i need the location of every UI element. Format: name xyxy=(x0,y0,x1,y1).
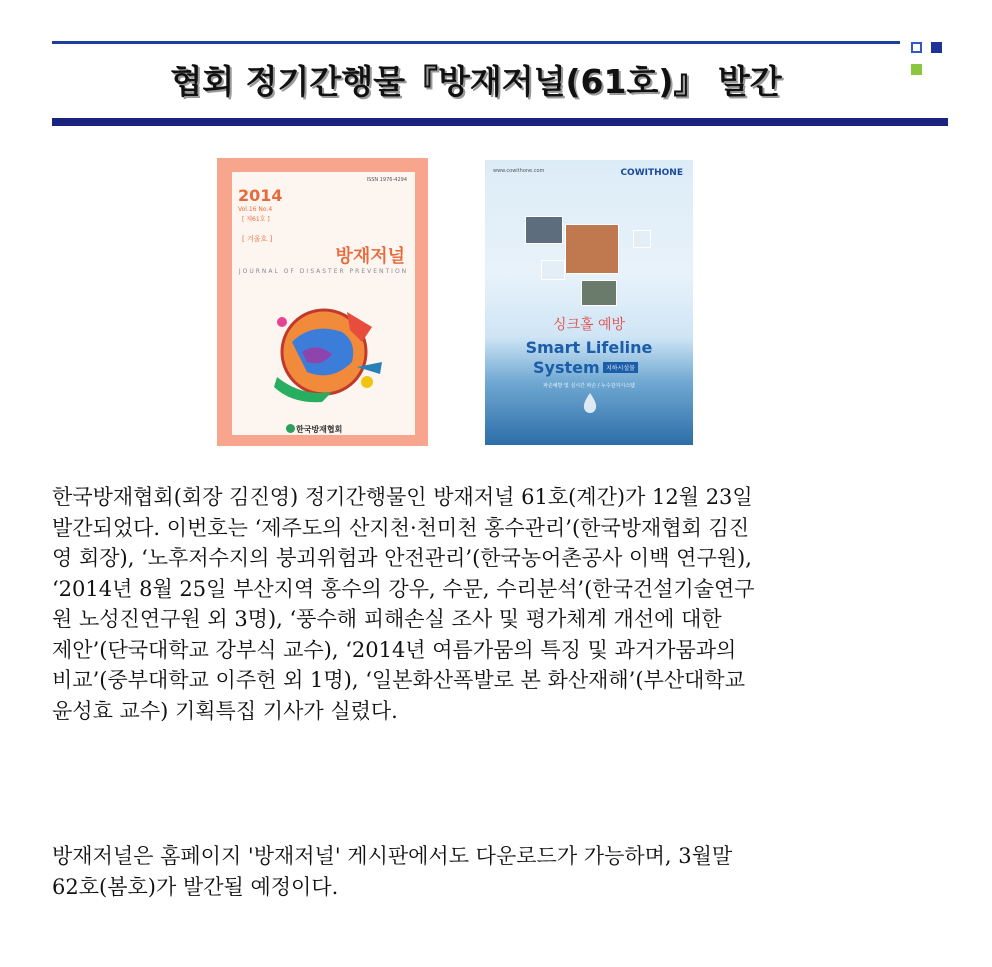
paragraph-line: 발간되었다. 이번호는 ‘제주도의 산지천·천미천 홍수관리’(한국방재협회 김진 xyxy=(52,515,750,540)
water-drop-icon xyxy=(581,392,599,414)
ad-photo-3 xyxy=(581,280,617,306)
cover-journal-subtitle: JOURNAL OF DISASTER PREVENTION xyxy=(238,268,409,275)
paragraph-line: 비교’(중부대학교 이주헌 외 1명), ‘일본화산폭발로 본 화산재해’(부산대학교 xyxy=(52,668,745,692)
cover-organization: 한국방재협회 xyxy=(296,425,343,434)
cover-issue-number: [ 제61호 ] xyxy=(242,216,270,223)
paragraph-line: 62호(봄호)가 발간될 예정이다. xyxy=(52,874,339,899)
article-paragraph-2 xyxy=(52,841,948,902)
journal-cover-image xyxy=(217,158,428,446)
cover-journal-name: 방재저널 xyxy=(335,246,405,267)
ad-photo-2 xyxy=(565,224,619,274)
article-paragraph-1 xyxy=(52,482,948,726)
cover-season: [ 겨울호 ] xyxy=(242,235,273,243)
ad-photo-tile-2 xyxy=(541,260,565,280)
paragraph-line: 제안’(단국대학교 강부식 교수), ‘2014년 여름가뭄의 특징 및 과거가뭄과의 xyxy=(52,637,737,662)
globe-illustration-icon xyxy=(262,282,392,412)
ad-title-english-2: System xyxy=(533,358,600,377)
decor-square-blue xyxy=(931,42,942,53)
paragraph-line: 윤성효 교수) 기획특집 기사가 실렸다. xyxy=(52,698,398,723)
org-logo-icon xyxy=(286,424,295,433)
ad-brand-logo: COWITHONE xyxy=(620,168,683,178)
paragraph-line: 원 노성진연구원 외 3명), ‘풍수해 피해손실 조사 및 평가체계 개선에 대한 xyxy=(52,607,722,631)
ad-caption: 파손예방 및 실시간 파손 / 누수감지시스템 xyxy=(543,383,635,389)
ad-url: www.cowithone.com xyxy=(493,168,545,174)
paragraph-line: 방재저널은 홈페이지 '방재저널' 게시판에서도 다운로드가 가능하며, 3월말 xyxy=(52,844,733,868)
ad-tag: 지하시설물 xyxy=(603,362,638,373)
cover-issn: ISSN 1976-4294 xyxy=(366,177,407,183)
paragraph-line: ‘2014년 8월 25일 부산지역 홍수의 강우, 수문, 수리분석’(한국건설기술연구 xyxy=(52,576,755,601)
page-title: 협회 정기간행물『방재저널(61호)』 발간 xyxy=(170,62,782,101)
ad-title-korean: 싱크홀 예방 xyxy=(552,317,626,333)
decor-square-green xyxy=(911,64,922,75)
cover-year: 2014 xyxy=(238,186,283,205)
ad-photo-tile-1 xyxy=(633,230,651,248)
header-top-rule xyxy=(52,41,900,44)
paragraph-line: 영 회장), ‘노후저수지의 붕괴위험과 안전관리’(한국농어촌공사 이백 연구원), xyxy=(52,546,752,570)
journal-cover-inner xyxy=(232,172,415,435)
paragraph-line: 한국방재협회(회장 김진영) 정기간행물인 방재저널 61호(계간)가 12월 23일 xyxy=(52,485,753,509)
header-bottom-rule xyxy=(52,118,948,126)
advertisement-cover-image xyxy=(485,160,693,445)
cover-volume: Vol.16 No.4 xyxy=(238,206,273,213)
ad-title-english-1: Smart Lifeline xyxy=(525,338,653,357)
ad-photo-1 xyxy=(525,216,563,244)
decor-square-outline xyxy=(911,42,922,53)
